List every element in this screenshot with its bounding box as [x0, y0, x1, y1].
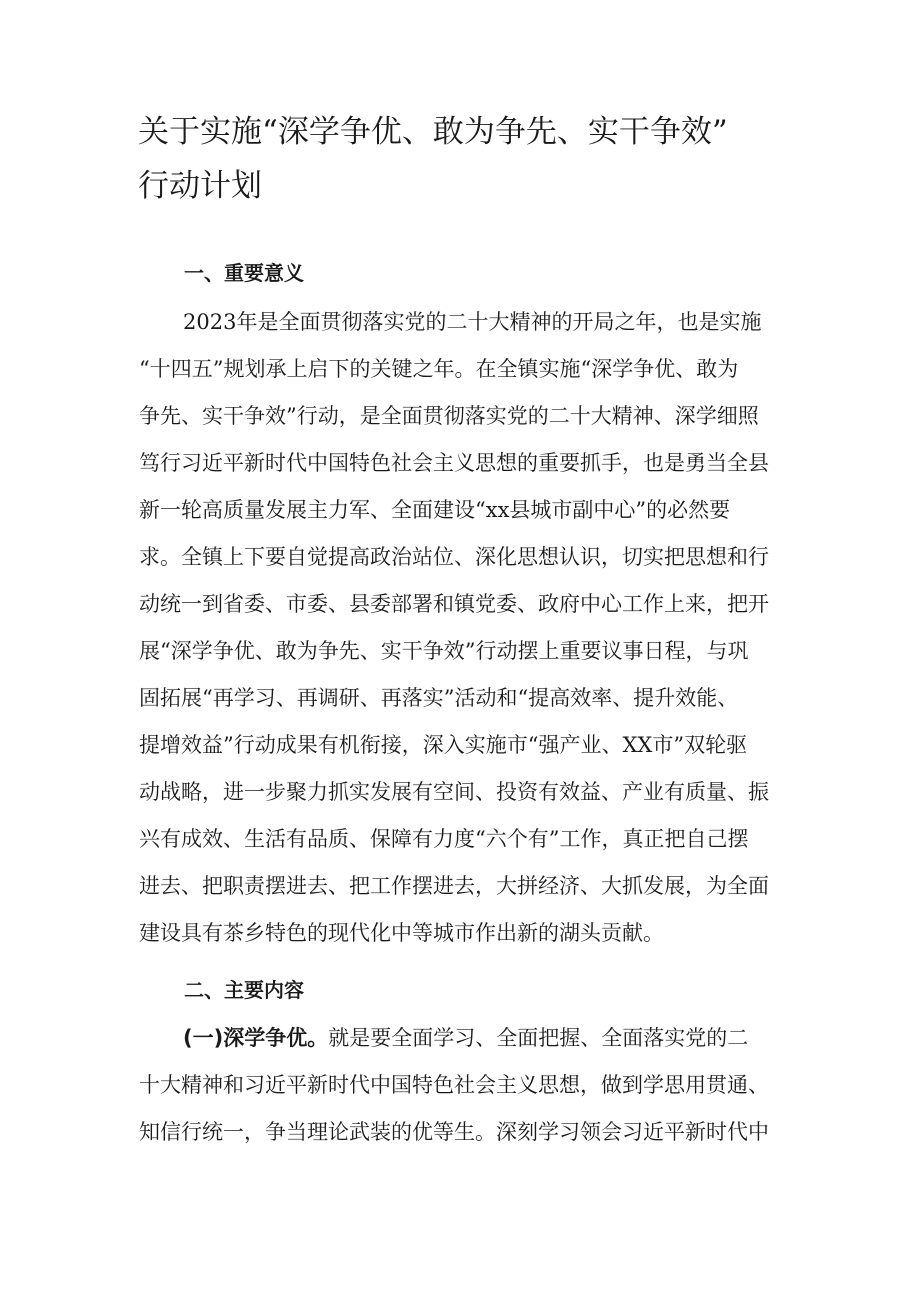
paragraph-line: 知信行统一，争当理论武装的优等生。深刻学习领会习近平新时代中 — [139, 1120, 769, 1144]
paragraph-line: 动统一到省委、市委、县委部署和镇党委、政府中心工作上来，把开 — [139, 592, 769, 616]
paragraph-line: 求。全镇上下要自觉提高政治站位、深化思想认识，切实把思想和行 — [139, 545, 769, 569]
section-paragraph-importance — [139, 299, 799, 957]
paragraph-line: 进去、把职责摆进去、把工作摆进去，大拼经济、大抓发展，为全面 — [139, 874, 769, 898]
paragraph-line: 动战略，进一步聚力抓实发展有空间、投资有效益、产业有质量、振 — [139, 780, 769, 804]
section-heading-importance: 一、重要意义 — [184, 261, 304, 285]
paragraph-line-with-subheading — [139, 1015, 799, 1062]
paragraph-line-rest: 就是要全面学习、全面把握、全面落实党的二 — [328, 1026, 749, 1050]
section-paragraph-main-content — [139, 1015, 799, 1156]
paragraph-line: 固拓展“再学习、再调研、再落实”活动和“提高效率、提升效能、 — [139, 686, 739, 710]
paragraph-line: “十四五”规划承上启下的关键之年。在全镇实施“深学争优、敢为 — [139, 357, 739, 381]
paragraph-line: 新一轮高质量发展主力军、全面建设“xx县城市副中心”的必然要 — [139, 498, 731, 522]
paragraph-line: 兴有成效、生活有品质、保障有力度“六个有”工作，真正把自己摆 — [139, 827, 749, 851]
document-title-line-1: 关于实施“深学争优、敢为争先、实干争效” — [138, 114, 728, 150]
document-title-line-2: 行动计划 — [138, 168, 262, 204]
subheading-deep-study: (一)深学争优。 — [183, 1026, 329, 1050]
paragraph-line: 提增效益”行动成果有机衔接，深入实施市“强产业、XX市”双轮驱 — [139, 733, 748, 757]
paragraph-line: 建设具有茶乡特色的现代化中等城市作出新的湖头贡献。 — [139, 921, 664, 945]
paragraph-line: 十大精神和习近平新时代中国特色社会主义思想，做到学思用贯通、 — [139, 1073, 769, 1097]
paragraph-line: 2023年是全面贯彻落实党的二十大精神的开局之年，也是实施 — [183, 310, 762, 334]
paragraph-line: 争先、实干争效”行动，是全面贯彻落实党的二十大精神、深学细照 — [139, 404, 759, 428]
paragraph-line: 笃行习近平新时代中国特色社会主义思想的重要抓手，也是勇当全县 — [139, 451, 769, 475]
section-heading-main-content: 二、主要内容 — [184, 978, 304, 1002]
paragraph-line: 展“深学争优、敢为争先、实干争效”行动摆上重要议事日程，与巩 — [139, 639, 749, 663]
